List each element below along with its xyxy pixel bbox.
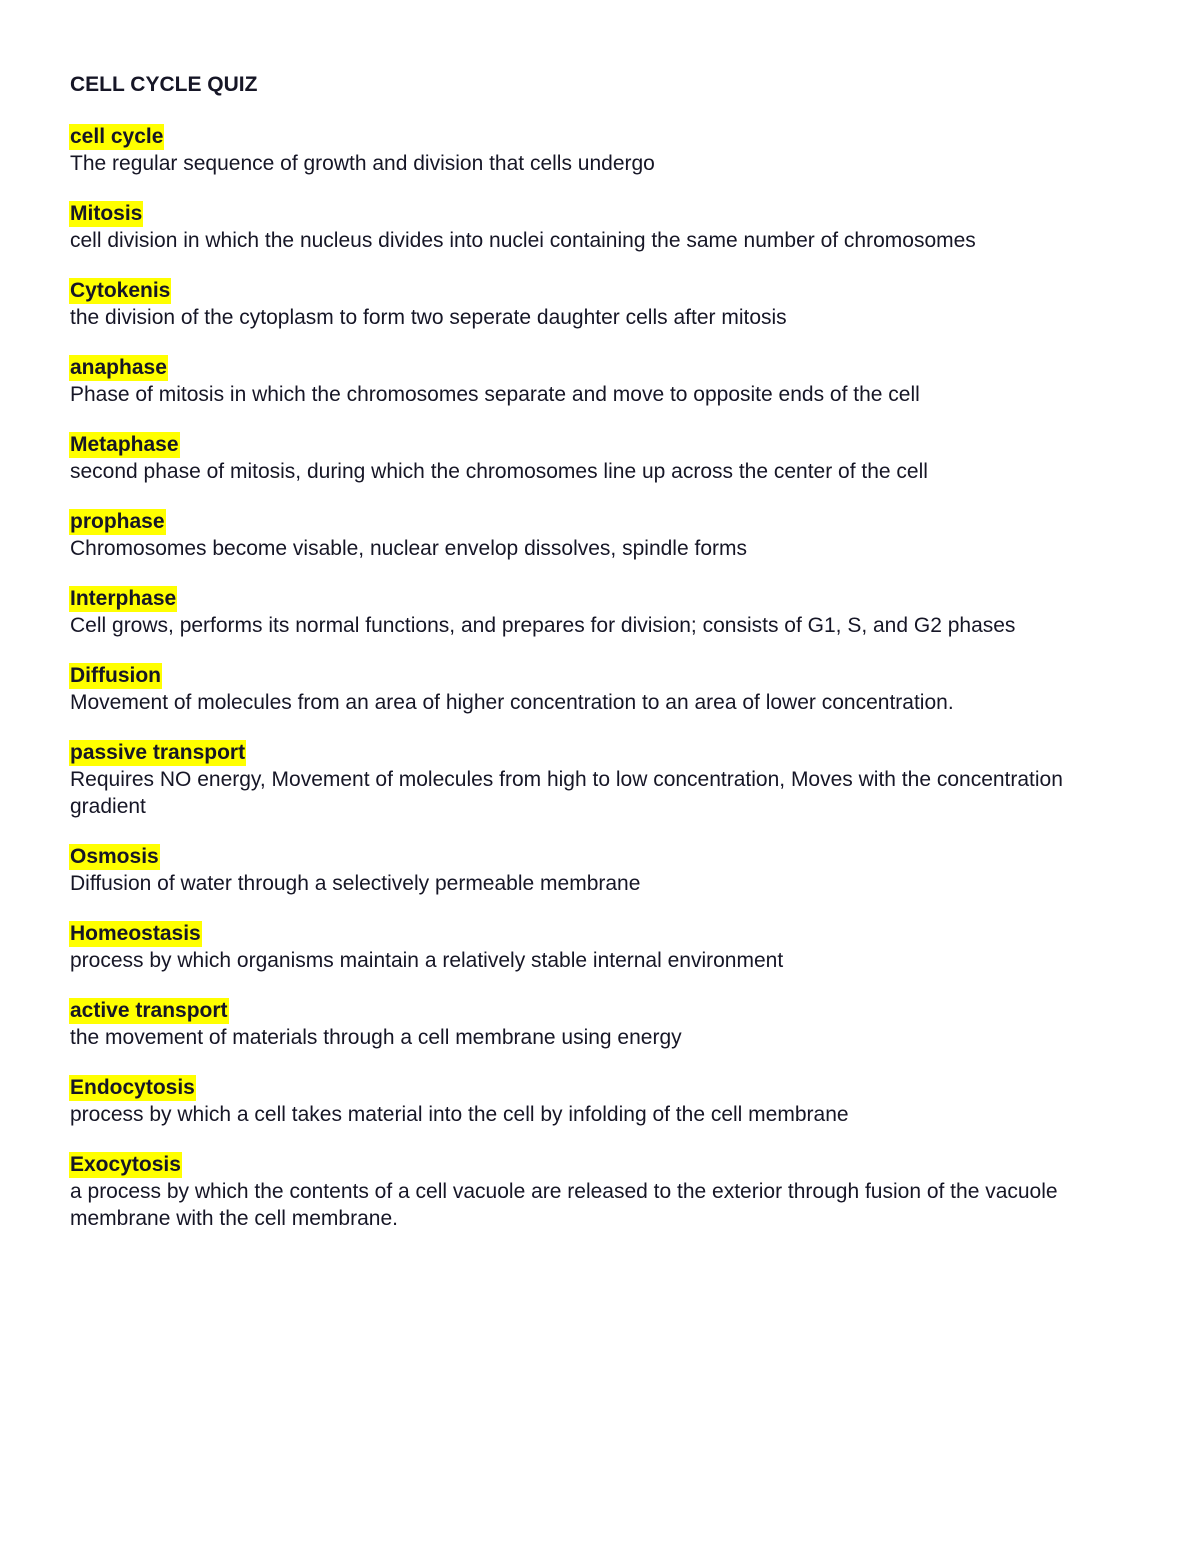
term-highlight: Metaphase — [70, 433, 179, 456]
entry-diffusion — [70, 663, 1130, 716]
term-highlight: Diffusion — [70, 664, 161, 687]
entry-active-transport — [70, 998, 1130, 1051]
definition-text: Chromosomes become visable, nuclear envelop dissolves, spindle forms — [70, 537, 747, 560]
entry-mitosis — [70, 201, 1130, 254]
entry-endocytosis — [70, 1075, 1130, 1128]
definition-text: a process by which the contents of a cell vacuole are released to the exterior through fusion of the vacuole membrane with the cell membrane. — [70, 1180, 1058, 1230]
term-highlight: Endocytosis — [70, 1076, 195, 1099]
entry-interphase — [70, 586, 1130, 639]
definition-text: Cell grows, performs its normal functions, and prepares for division; consists of G1, S, and G2 phases — [70, 614, 1016, 637]
definition-text: The regular sequence of growth and division that cells undergo — [70, 152, 655, 175]
term-highlight: Cytokenis — [70, 279, 171, 302]
page-title: CELL CYCLE QUIZ — [70, 73, 258, 96]
entry-cell-cycle — [70, 124, 1130, 177]
term-highlight: anaphase — [70, 356, 167, 379]
entry-osmosis — [70, 844, 1130, 897]
term-highlight: passive transport — [70, 741, 246, 764]
entry-exocytosis — [70, 1152, 1130, 1232]
definition-text: process by which a cell takes material into the cell by infolding of the cell membrane — [70, 1103, 849, 1126]
term-highlight: Osmosis — [70, 845, 159, 868]
definition-text: Requires NO energy, Movement of molecules from high to low concentration, Moves with the concentration gradient — [70, 768, 1063, 818]
entry-passive-transport — [70, 740, 1130, 820]
definition-text: process by which organisms maintain a relatively stable internal environment — [70, 949, 784, 972]
definition-text: the division of the cytoplasm to form two seperate daughter cells after mitosis — [70, 306, 787, 329]
definition-text: the movement of materials through a cell membrane using energy — [70, 1026, 682, 1049]
entry-metaphase — [70, 432, 1130, 485]
term-highlight: Homeostasis — [70, 922, 201, 945]
term-highlight: cell cycle — [70, 125, 164, 148]
term-highlight: Mitosis — [70, 202, 143, 225]
definition-text: Diffusion of water through a selectively permeable membrane — [70, 872, 641, 895]
definition-text: Phase of mitosis in which the chromosomes separate and move to opposite ends of the cell — [70, 383, 920, 406]
term-highlight: prophase — [70, 510, 165, 533]
term-highlight: Interphase — [70, 587, 177, 610]
term-highlight: Exocytosis — [70, 1153, 181, 1176]
definition-text: Movement of molecules from an area of higher concentration to an area of lower concentration. — [70, 691, 954, 714]
entry-homeostasis — [70, 921, 1130, 974]
entry-prophase — [70, 509, 1130, 562]
definition-text: cell division in which the nucleus divides into nuclei containing the same number of chromosomes — [70, 229, 976, 252]
entry-anaphase — [70, 355, 1130, 408]
definition-text: second phase of mitosis, during which the chromosomes line up across the center of the cell — [70, 460, 928, 483]
entry-cytokenis — [70, 278, 1130, 331]
document-page — [70, 72, 1130, 1256]
term-highlight: active transport — [70, 999, 228, 1022]
